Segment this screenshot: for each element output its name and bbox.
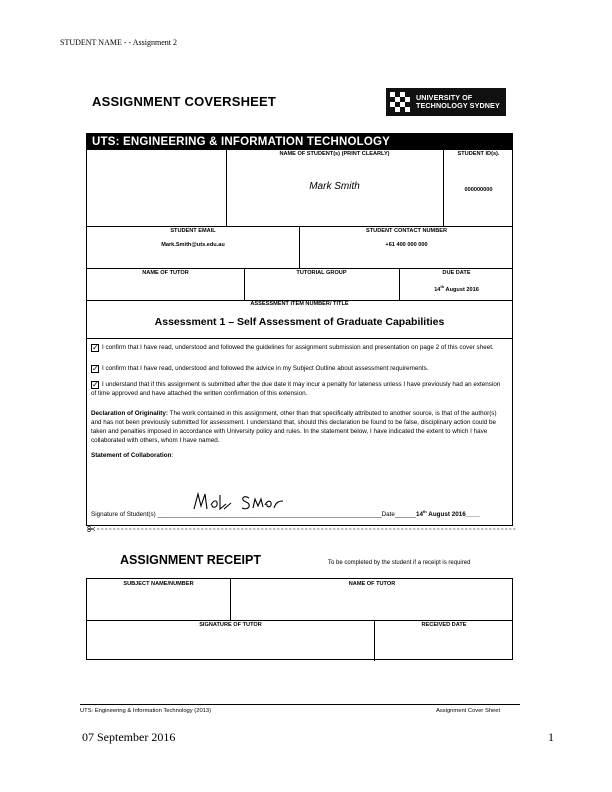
student-id-label: STUDENT ID(s). — [457, 151, 500, 157]
footer-left-text: UTS: Engineering & Information Technology (2013) — [80, 708, 212, 714]
checkbox-checked-icon[interactable]: ✓ — [92, 364, 99, 373]
statement-of-collaboration: Statement of Collaboration: — [91, 452, 174, 459]
confirm-guidelines-item — [91, 343, 505, 352]
student-email-label: STUDENT EMAIL — [170, 228, 216, 234]
confirm-lateness-item — [91, 380, 505, 398]
confirm-outline-text: I confirm that I have read, understood and followed the advice in my Subject Outline about assessment requirements. — [102, 365, 429, 372]
contact-number-label: STUDENT CONTACT NUMBER — [366, 228, 447, 234]
confirm-guidelines-text: I confirm that I have read, understood and followed the guidelines for assignment submission and presentation on page 2 of this cover sheet. — [102, 344, 494, 351]
signature-line[interactable]: Signature of Student(s) ________________________________________________________________Date______14th August 2016____ — [91, 509, 480, 519]
footer-date: 07 September 2016 — [82, 730, 176, 744]
page-number: 1 — [548, 730, 554, 744]
student-name-label: NAME OF STUDENT(s) (PRINT CLEARLY) — [279, 151, 390, 157]
receipt-form — [86, 578, 513, 660]
tutor-name-label: NAME OF TUTOR — [142, 270, 189, 276]
logo-line-2: TECHNOLOGY SYDNEY — [416, 101, 500, 110]
collaboration-label: Statement of Collaboration — [91, 452, 172, 459]
student-name-field[interactable]: Mark Smith — [309, 181, 360, 192]
cut-line — [86, 526, 516, 532]
assessment-title[interactable]: Assessment 1 – Self Assessment of Graduate Capabilities — [154, 316, 445, 328]
footer-right-text: Assignment Cover Sheet — [436, 708, 501, 714]
receipt-tutor-label: NAME OF TUTOR — [348, 581, 396, 587]
document-title: ASSIGNMENT COVERSHEET — [92, 94, 277, 109]
originality-text: The work contained in this assignment, other than that specifically attributed to another source, is that of the author(s) and has not been previously submitted for assessment. I understand that, should this declaration be found to be false, disciplinary action could be taken and penalties imposed in accordance with University policy and rules. In the statement below, I have indicated the extent to which I have collaborated with others, whom I have named. — [91, 410, 497, 444]
originality-label: Declaration of Originality: — [91, 410, 168, 417]
receipt-date-label: RECEIVED DATE — [421, 622, 467, 628]
student-email-field[interactable]: Mark.Smith@uts.edu.au — [161, 242, 225, 248]
faculty-banner: UTS: ENGINEERING & INFORMATION TECHNOLOGY — [87, 134, 512, 150]
student-id-field[interactable]: 000000000 — [464, 187, 493, 193]
due-date-field[interactable]: 14th August 2016 — [434, 284, 479, 293]
receipt-signature-label: SIGNATURE OF TUTOR — [199, 622, 262, 628]
confirm-lateness-text: I understand that if this assignment is submitted after the due date it may incur a penalty for lateness unless I have previously had an extension of time approved and have attached the written confirmation of this extension. — [91, 381, 501, 397]
receipt-title: ASSIGNMENT RECEIPT — [120, 553, 261, 567]
checkbox-checked-icon[interactable]: ✓ — [92, 343, 99, 352]
logo-line-1: UNIVERSITY OF — [416, 93, 473, 102]
receipt-subject-label: SUBJECT NAME/NUMBER — [123, 581, 194, 587]
receipt-note: To be completed by the student if a receipt is required — [328, 560, 471, 566]
coversheet-form — [86, 133, 513, 526]
declaration-of-originality — [91, 409, 507, 445]
due-date-label: DUE DATE — [442, 270, 471, 276]
confirm-outline-item — [91, 364, 505, 373]
page-header: STUDENT NAME - - Assignment 2 — [60, 38, 177, 47]
uts-logo-icon — [390, 92, 410, 112]
scissors-icon — [88, 526, 95, 532]
assessment-item-label: ASSESSMENT ITEM NUMBER/ TITLE — [250, 301, 349, 307]
checkbox-checked-icon[interactable]: ✓ — [92, 380, 99, 389]
contact-number-field[interactable]: +61 400 000 000 — [385, 242, 428, 248]
tutorial-group-label: TUTORIAL GROUP — [296, 270, 347, 276]
uts-logo — [386, 88, 506, 116]
